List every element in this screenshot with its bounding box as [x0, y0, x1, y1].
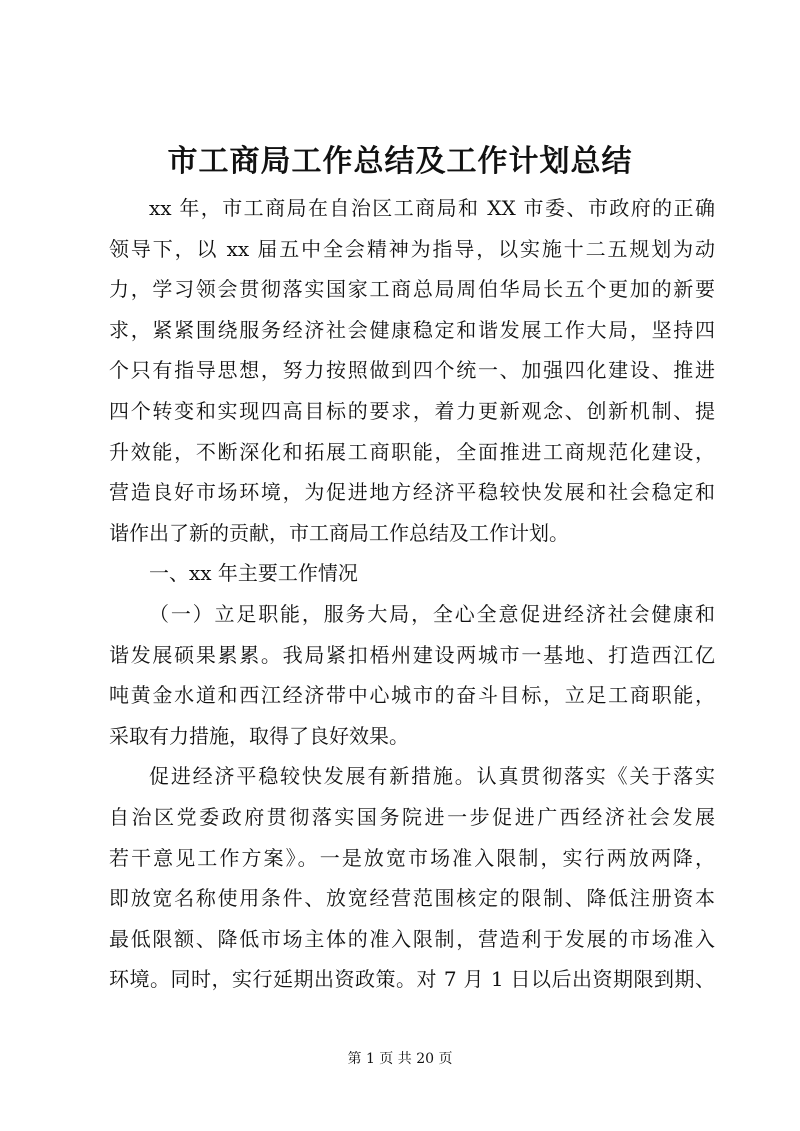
body-line: 若干意见工作方案》。一是放宽市场准入限制，实行两放两降，: [109, 845, 715, 870]
body-line: 力，学习领会贯彻落实国家工商总局周伯华局长五个更加的新要: [109, 277, 715, 302]
body-line: 自治区党委政府贯彻落实国务院进一步促进广西经济社会发展: [109, 804, 715, 829]
body-line: 求，紧紧围绕服务经济社会健康稳定和谐发展工作大局，坚持四: [109, 317, 715, 342]
body-line: 谐作出了新的贡献，市工商局工作总结及工作计划。: [109, 520, 569, 545]
body-line: 采取有力措施，取得了良好效果。: [109, 723, 409, 748]
body-line: 四个转变和实现四高目标的要求，着力更新观念、创新机制、提: [109, 398, 715, 423]
body-line: 领导下，以 xx 届五中全会精神为指导，以实施十二五规划为动: [109, 236, 715, 261]
body-line: 环境。同时，实行延期出资政策。对 7 月 1 日以后出资期限到期、: [109, 967, 715, 992]
body-line: （一）立足职能，服务大局，全心全意促进经济社会健康和: [149, 601, 715, 626]
body-line: 最低限额、降低市场主体的准入限制，营造利于发展的市场准入: [109, 926, 715, 951]
page-number-footer: 第 1 页 共 20 页: [347, 1051, 453, 1067]
body-line: 促进经济平稳较快发展有新措施。认真贯彻落实《关于落实: [149, 764, 715, 789]
document-title: 市工商局工作总结及工作计划总结: [167, 144, 633, 179]
body-line: 即放宽名称使用条件、放宽经营范围核定的限制、降低注册资本: [109, 886, 715, 911]
section-heading: 一、xx 年主要工作情况: [149, 561, 358, 586]
body-line: 升效能，不断深化和拓展工商职能，全面推进工商规范化建设，: [109, 439, 715, 464]
body-line: xx 年，市工商局在自治区工商局和 XX 市委、市政府的正确: [149, 196, 715, 220]
body-line: 吨黄金水道和西江经济带中心城市的奋斗目标，立足工商职能，: [109, 683, 715, 708]
body-line: 谐发展硕果累累。我局紧扣梧州建设两城市一基地、打造西江亿: [109, 642, 715, 667]
body-line: 个只有指导思想，努力按照做到四个统一、加强四化建设、推进: [109, 358, 715, 383]
document-body: [109, 188, 715, 1000]
body-line: 营造良好市场环境，为促进地方经济平稳较快发展和社会稳定和: [109, 480, 715, 505]
